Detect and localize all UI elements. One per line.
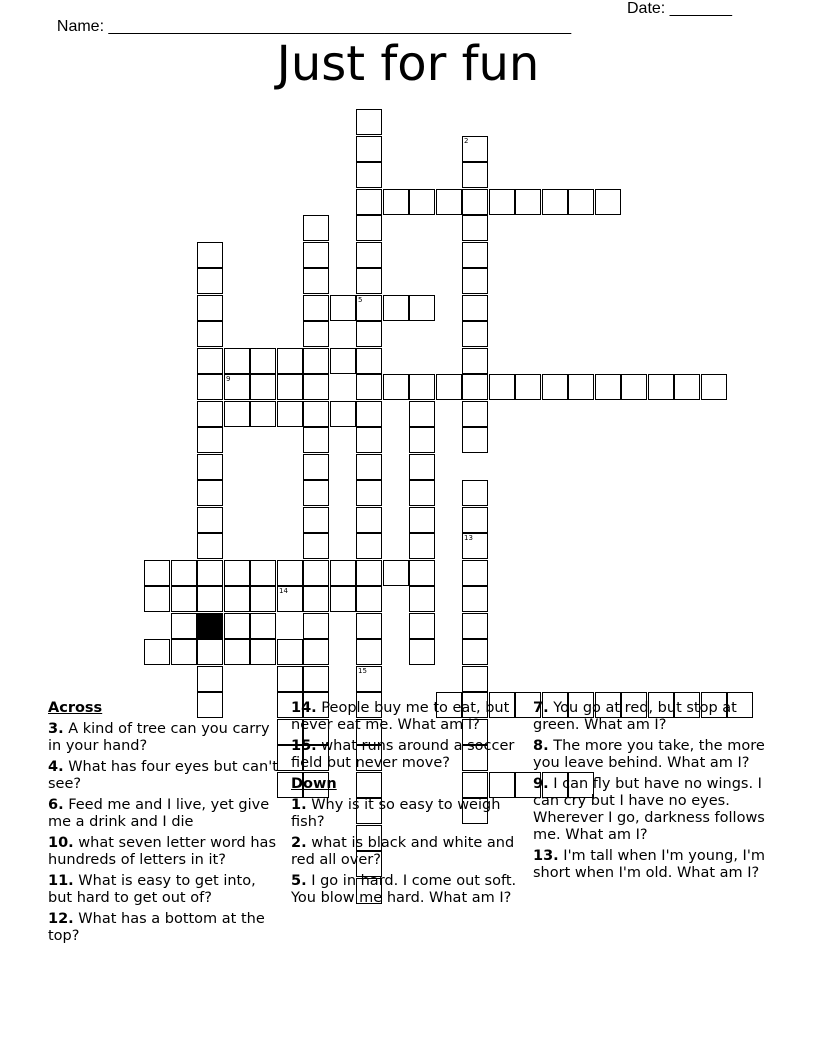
crossword-cell[interactable]: [462, 507, 488, 533]
crossword-cell[interactable]: [303, 268, 329, 294]
crossword-cell[interactable]: [330, 295, 356, 321]
clue-across-11: 11. What is easy to get into, but hard to get out of?: [48, 873, 256, 906]
crossword-cell[interactable]: [489, 374, 515, 400]
crossword-cell[interactable]: [303, 480, 329, 506]
clue-across-3: 3. A kind of tree can you carry in your hand?: [48, 721, 270, 754]
crossword-cell[interactable]: [277, 586, 303, 612]
crossword-cell[interactable]: [277, 639, 303, 665]
crossword-cell[interactable]: [277, 374, 303, 400]
crossword-cell[interactable]: [595, 189, 621, 215]
crossword-cell[interactable]: [356, 215, 382, 241]
crossword-cell[interactable]: [197, 401, 223, 427]
crossword-cell[interactable]: [144, 560, 170, 586]
crossword-cell[interactable]: [250, 401, 276, 427]
name-field-label: Name: ____________________________________________________: [56, 18, 572, 35]
crossword-cell[interactable]: [462, 268, 488, 294]
crossword-cell[interactable]: [224, 401, 250, 427]
date-field-label: Date: _______: [627, 0, 732, 17]
crossword-cell[interactable]: [515, 189, 541, 215]
crossword-cell[interactable]: [356, 268, 382, 294]
down-heading: Down: [291, 776, 337, 792]
clues-column-1: [48, 700, 280, 949]
clue-across-12: 12. What has a bottom at the top?: [48, 911, 265, 944]
crossword-cell[interactable]: [409, 374, 435, 400]
crossword-cell[interactable]: [197, 348, 223, 374]
crossword-cell[interactable]: [303, 586, 329, 612]
crossword-cell[interactable]: [356, 189, 382, 215]
crossword-cell[interactable]: [197, 427, 223, 453]
crossword-cell[interactable]: [436, 374, 462, 400]
crossword-cell[interactable]: [250, 586, 276, 612]
crossword-cell[interactable]: [144, 586, 170, 612]
crossword-cell[interactable]: [409, 454, 435, 480]
crossword-cell[interactable]: [409, 189, 435, 215]
crossword-cell[interactable]: [330, 401, 356, 427]
crossword-cell[interactable]: [356, 613, 382, 639]
crossword-cell[interactable]: [595, 374, 621, 400]
crossword-cell[interactable]: [409, 480, 435, 506]
crossword-cell[interactable]: [303, 295, 329, 321]
crossword-cell[interactable]: [197, 374, 223, 400]
clue-across-15: 15. what runs around a soccer field but never move?: [291, 738, 515, 771]
crossword-cell[interactable]: [462, 136, 488, 162]
crossword-cell[interactable]: [356, 295, 382, 321]
crossword-cell[interactable]: [462, 613, 488, 639]
clues-column-2: [291, 700, 529, 911]
crossword-cell[interactable]: [409, 639, 435, 665]
crossword-cell[interactable]: [303, 348, 329, 374]
crossword-cell[interactable]: [356, 162, 382, 188]
crossword-cell[interactable]: [356, 242, 382, 268]
crossword-cell[interactable]: [409, 427, 435, 453]
crossword-cell[interactable]: [462, 215, 488, 241]
crossword-cell[interactable]: [250, 560, 276, 586]
crossword-cell[interactable]: [462, 533, 488, 559]
crossword-cell[interactable]: [224, 639, 250, 665]
crossword-cell[interactable]: [250, 374, 276, 400]
crossword-cell[interactable]: [409, 295, 435, 321]
crossword-cell[interactable]: [383, 189, 409, 215]
crossword-cell[interactable]: [197, 533, 223, 559]
crossword-cell[interactable]: [462, 348, 488, 374]
clue-number: 13: [464, 534, 473, 542]
crossword-cell[interactable]: [197, 480, 223, 506]
crossword-cell[interactable]: [568, 189, 594, 215]
crossword-cell[interactable]: [224, 613, 250, 639]
clue-number: 9: [226, 375, 231, 383]
page-title: Just for fun: [276, 36, 540, 92]
crossword-cell[interactable]: [542, 189, 568, 215]
clue-down-1: 1. Why is it so easy to weigh fish?: [291, 797, 501, 830]
crossword-cell[interactable]: [171, 560, 197, 586]
crossword-cell[interactable]: [250, 348, 276, 374]
crossword-cell[interactable]: [462, 374, 488, 400]
crossword-cell[interactable]: [462, 242, 488, 268]
crossword-cell[interactable]: [356, 427, 382, 453]
clue-number: 5: [358, 296, 363, 304]
crossword-cell[interactable]: [462, 427, 488, 453]
crossword-cell[interactable]: [303, 560, 329, 586]
crossword-cell[interactable]: [171, 613, 197, 639]
crossword-cell[interactable]: [224, 586, 250, 612]
crossword-cell[interactable]: [436, 189, 462, 215]
clue-number: 15: [358, 667, 367, 675]
crossword-cell[interactable]: [356, 480, 382, 506]
crossword-cell[interactable]: [277, 560, 303, 586]
crossword-cell[interactable]: [277, 401, 303, 427]
crossword-cell[interactable]: [462, 295, 488, 321]
crossword-cell[interactable]: [515, 374, 541, 400]
crossword-cell[interactable]: [303, 321, 329, 347]
crossword-cell[interactable]: [171, 586, 197, 612]
crossword-cell[interactable]: [409, 586, 435, 612]
crossword-cell[interactable]: [462, 480, 488, 506]
crossword-cell[interactable]: [409, 507, 435, 533]
across-heading: Across: [48, 700, 103, 716]
clue-number: 14: [279, 587, 288, 595]
crossword-cell[interactable]: [542, 374, 568, 400]
crossword-cell[interactable]: [409, 401, 435, 427]
crossword-cell[interactable]: [330, 586, 356, 612]
crossword-cell[interactable]: [197, 586, 223, 612]
clue-down-2: 2. what is black and white and red all over?: [291, 835, 515, 868]
crossword-cell[interactable]: [356, 136, 382, 162]
clue-down-13: 13. I'm tall when I'm young, I'm short when I'm old. What am I?: [533, 848, 765, 881]
crossword-cell[interactable]: [303, 374, 329, 400]
crossword-cell[interactable]: [648, 374, 674, 400]
crossword-cell[interactable]: [409, 613, 435, 639]
crossword-cell[interactable]: [277, 666, 303, 692]
crossword-cell[interactable]: [356, 533, 382, 559]
crossword-cell[interactable]: [303, 639, 329, 665]
crossword-cell[interactable]: [330, 348, 356, 374]
crossword-cell[interactable]: [356, 560, 382, 586]
crossword-cell[interactable]: [462, 639, 488, 665]
crossword-black-cell: [197, 613, 223, 639]
crossword-cell[interactable]: [383, 560, 409, 586]
crossword-cell[interactable]: [356, 454, 382, 480]
clue-down-5: 5. I go in hard. I come out soft. You blow me hard. What am I?: [291, 873, 517, 906]
clue-down-7: 7. You go at red, but stop at green. What am I?: [533, 700, 737, 733]
crossword-cell[interactable]: [462, 189, 488, 215]
crossword-cell[interactable]: [356, 109, 382, 135]
crossword-cell[interactable]: [409, 533, 435, 559]
crossword-cell[interactable]: [250, 639, 276, 665]
crossword-cell[interactable]: [303, 401, 329, 427]
crossword-cell[interactable]: [462, 401, 488, 427]
crossword-cell[interactable]: [383, 295, 409, 321]
crossword-cell[interactable]: [303, 507, 329, 533]
crossword-cell[interactable]: [197, 242, 223, 268]
crossword-cell[interactable]: [356, 666, 382, 692]
crossword-cell[interactable]: [462, 586, 488, 612]
crossword-cell[interactable]: [303, 613, 329, 639]
crossword-cell[interactable]: [330, 560, 356, 586]
crossword-cell[interactable]: [462, 666, 488, 692]
crossword-cell[interactable]: [197, 321, 223, 347]
clues-column-3: [533, 700, 769, 886]
crossword-cell[interactable]: [171, 639, 197, 665]
clue-across-6: 6. Feed me and I live, yet give me a drink and I die: [48, 797, 270, 830]
crossword-cell[interactable]: [701, 374, 727, 400]
crossword-cell[interactable]: [197, 560, 223, 586]
crossword-cell[interactable]: [303, 454, 329, 480]
clue-across-14: 14. People buy me to eat, but never eat me. What am I?: [291, 700, 510, 733]
crossword-cell[interactable]: [356, 348, 382, 374]
clue-across-4: 4. What has four eyes but can't see?: [48, 759, 278, 792]
crossword-cell[interactable]: [224, 374, 250, 400]
crossword-cell[interactable]: [356, 321, 382, 347]
crossword-cell[interactable]: [303, 533, 329, 559]
crossword-cell[interactable]: [197, 666, 223, 692]
clue-down-8: 8. The more you take, the more you leave behind. What am I?: [533, 738, 765, 771]
crossword-cell[interactable]: [356, 374, 382, 400]
crossword-cell[interactable]: [462, 162, 488, 188]
crossword-cell[interactable]: [303, 215, 329, 241]
crossword-cell[interactable]: [356, 507, 382, 533]
crossword-cell[interactable]: [303, 666, 329, 692]
crossword-cell[interactable]: [197, 639, 223, 665]
crossword-cell[interactable]: [489, 189, 515, 215]
crossword-cell[interactable]: [621, 374, 647, 400]
crossword-cell[interactable]: [224, 348, 250, 374]
crossword-cell[interactable]: [674, 374, 700, 400]
crossword-cell[interactable]: [462, 560, 488, 586]
crossword-cell[interactable]: [303, 427, 329, 453]
crossword-cell[interactable]: [250, 613, 276, 639]
crossword-cell[interactable]: [568, 374, 594, 400]
crossword-cell[interactable]: [356, 401, 382, 427]
crossword-cell[interactable]: [197, 454, 223, 480]
crossword-cell[interactable]: [224, 560, 250, 586]
crossword-cell[interactable]: [197, 507, 223, 533]
crossword-cell[interactable]: [277, 348, 303, 374]
crossword-cell[interactable]: [144, 639, 170, 665]
crossword-cell[interactable]: [197, 268, 223, 294]
clue-number: 2: [464, 137, 469, 145]
crossword-cell[interactable]: [462, 321, 488, 347]
crossword-cell[interactable]: [409, 560, 435, 586]
clue-down-9: 9. I can fly but have no wings. I can cry but I have no eyes. Wherever I go, darkness follows me. What am I?: [533, 776, 765, 843]
crossword-cell[interactable]: [383, 374, 409, 400]
crossword-cell[interactable]: [356, 586, 382, 612]
crossword-cell[interactable]: [303, 242, 329, 268]
crossword-cell[interactable]: [356, 639, 382, 665]
crossword-cell[interactable]: [197, 295, 223, 321]
clue-across-10: 10. what seven letter word has hundreds of letters in it?: [48, 835, 276, 868]
